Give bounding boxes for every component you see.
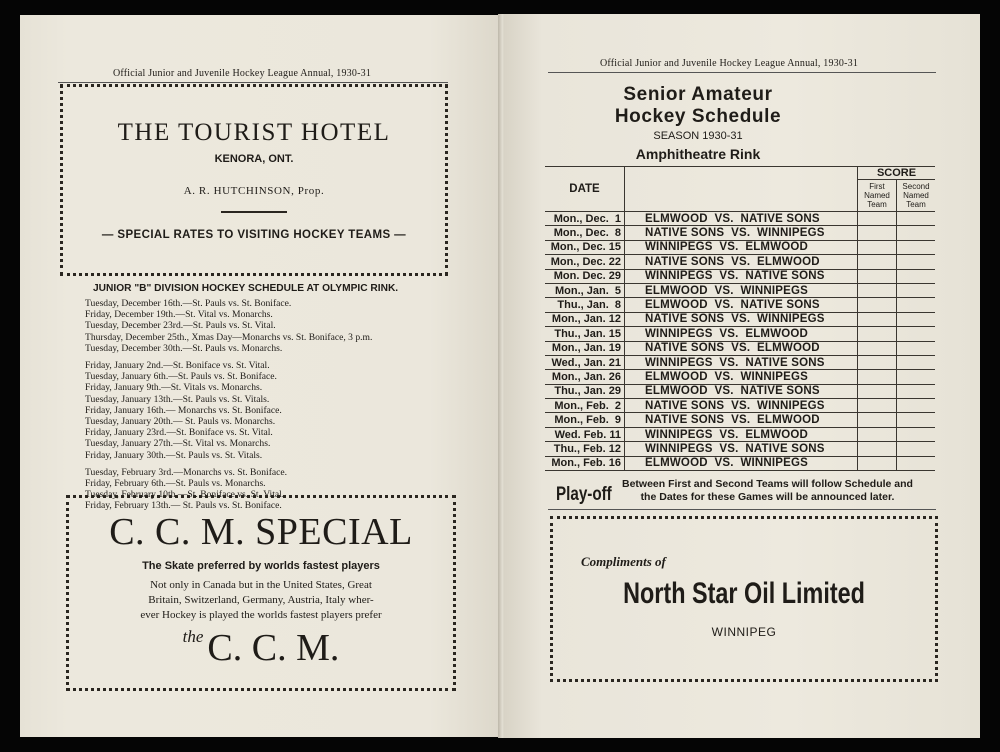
game-matchup: NATIVE SONS VS. ELMWOOD (625, 341, 858, 355)
first-team-score-cell (858, 341, 897, 355)
first-team-score-cell (858, 413, 897, 427)
schedule-table-body (545, 212, 935, 471)
second-team-score-cell (897, 413, 936, 427)
game-matchup: NATIVE SONS VS. WINNIPEGS (625, 312, 858, 326)
second-team-score-cell (897, 442, 936, 456)
playoff-note (556, 482, 626, 506)
second-team-score-cell (897, 255, 936, 269)
first-team-score-cell (858, 384, 897, 398)
game-date: Mon., Feb. 2 (545, 399, 625, 413)
junior-schedule-line: Friday, January 30th.—St. Pauls vs. St. Vitals. (85, 449, 263, 461)
first-team-score-cell (858, 399, 897, 413)
game-date: Thu., Jan. 15 (545, 327, 625, 341)
game-matchup: WINNIPEGS VS. ELMWOOD (625, 240, 858, 254)
junior-schedule-line: Tuesday, January 6th.—St. Pauls vs. St. Boniface. (85, 371, 277, 383)
junior-schedule-line: Tuesday, January 13th.—St. Pauls vs. St. Vitals. (85, 393, 270, 405)
second-team-score-cell (897, 298, 936, 312)
game-matchup: NATIVE SONS VS. ELMWOOD (625, 413, 858, 427)
game-matchup: WINNIPEGS VS. ELMWOOD (625, 427, 858, 441)
game-date: Thu., Jan. 29 (545, 384, 625, 398)
junior-schedule-line: Tuesday, December 23rd.—St. Pauls vs. St. Vital. (85, 320, 276, 332)
second-team-score-cell (897, 226, 936, 240)
game-date: Mon., Dec. 15 (545, 240, 625, 254)
schedule-table (545, 166, 935, 471)
table-row (545, 298, 935, 312)
table-row (545, 442, 935, 456)
first-team-score-cell (858, 370, 897, 384)
game-matchup: WINNIPEGS VS. NATIVE SONS (625, 442, 858, 456)
north-star-ad (550, 516, 938, 682)
second-team-score-cell (897, 212, 936, 226)
game-date: Mon., Jan. 12 (545, 312, 625, 326)
game-date: Wed. Feb. 11 (545, 427, 625, 441)
junior-schedule-title: JUNIOR "B" DIVISION HOCKEY SCHEDULE AT OLYMPIC RINK. (93, 283, 399, 294)
tourist-hotel-location: KENORA, ONT. (214, 153, 294, 165)
first-team-score-cell (858, 283, 897, 297)
ccm-special-body (69, 578, 453, 623)
tourist-hotel-tagline: — SPECIAL RATES TO VISITING HOCKEY TEAMS — (101, 229, 407, 241)
second-team-score-cell (897, 283, 936, 297)
table-row (545, 399, 935, 413)
tourist-hotel-title: THE TOURIST HOTEL (117, 119, 391, 146)
playoff-text (622, 478, 913, 504)
game-matchup: WINNIPEGS VS. NATIVE SONS (625, 355, 858, 369)
ccm-body-line: Not only in Canada but in the United States, Great (150, 579, 372, 591)
second-team-score-cell (897, 341, 936, 355)
second-team-score-cell (897, 355, 936, 369)
ccm-brand-line (69, 626, 453, 670)
game-date: Thu., Jan. 8 (545, 298, 625, 312)
first-team-score-cell (858, 255, 897, 269)
first-team-score-cell (858, 269, 897, 283)
junior-schedule-line: Friday, January 9th.—St. Vitals vs. Monarchs. (85, 382, 263, 394)
header-word: Named (903, 191, 929, 200)
ccm-special-subtitle: The Skate preferred by worlds fastest players (142, 560, 380, 572)
left-header-rule (58, 82, 448, 83)
playoff-label: Play-off (556, 484, 612, 505)
game-date: Mon., Dec. 22 (545, 255, 625, 269)
second-team-score-cell (897, 427, 936, 441)
table-row (545, 341, 935, 355)
table-row (545, 226, 935, 240)
game-matchup: ELMWOOD VS. NATIVE SONS (625, 212, 858, 226)
first-team-score-cell (858, 355, 897, 369)
game-date: Mon., Jan. 26 (545, 370, 625, 384)
second-team-score-cell (897, 456, 936, 470)
table-row (545, 413, 935, 427)
second-team-header (897, 180, 936, 212)
tourist-hotel-divider (221, 211, 287, 213)
first-team-header (858, 180, 897, 212)
junior-schedule-line: Thursday, December 25th., Xmas Day—Monarchs vs. St. Boniface, 3 p.m. (85, 331, 373, 343)
date-header: DATE (545, 167, 625, 212)
junior-schedule-line: Friday, February 13th.— St. Pauls vs. St. Boniface. (85, 500, 282, 512)
table-row (545, 327, 935, 341)
game-matchup: ELMWOOD VS. NATIVE SONS (625, 298, 858, 312)
north-star-name-wrap (553, 577, 935, 611)
game-matchup: ELMWOOD VS. NATIVE SONS (625, 384, 858, 398)
game-matchup: ELMWOOD VS. WINNIPEGS (625, 456, 858, 470)
first-team-score-cell (858, 240, 897, 254)
ccm-special-title: C. C. M. SPECIAL (109, 511, 413, 553)
table-row (545, 456, 935, 470)
playoff-text-line: Between First and Second Teams will follow Schedule and (622, 478, 913, 490)
senior-schedule-title (548, 84, 848, 128)
game-date: Mon., Dec. 8 (545, 226, 625, 240)
junior-schedule-line: Tuesday, December 30th.—St. Pauls vs. Monarchs. (85, 342, 283, 354)
second-team-score-cell (897, 399, 936, 413)
table-row (545, 312, 935, 326)
game-matchup: ELMWOOD VS. WINNIPEGS (625, 283, 858, 297)
ccm-special-ad (66, 495, 456, 691)
junior-schedule-line: Friday, December 19th.—St. Vital vs. Monarchs. (85, 309, 273, 321)
table-row (545, 370, 935, 384)
right-header-rule (548, 72, 936, 73)
table-row (545, 283, 935, 297)
table-row (545, 384, 935, 398)
season-label: SEASON 1930-31 (653, 130, 743, 142)
table-row (545, 355, 935, 369)
table-header-row (545, 167, 935, 180)
second-team-score-cell (897, 312, 936, 326)
table-row (545, 255, 935, 269)
header-word: First (869, 182, 885, 191)
header-word: Team (906, 200, 926, 209)
junior-schedule-line: Friday, January 2nd.—St. Boniface vs. St. Vital. (85, 360, 270, 371)
second-team-score-cell (897, 370, 936, 384)
second-team-score-cell (897, 240, 936, 254)
first-team-score-cell (858, 427, 897, 441)
left-running-header: Official Junior and Juvenile Hockey League Annual, 1930-31 (113, 68, 372, 79)
table-row (545, 240, 935, 254)
title-line-2: Hockey Schedule (614, 106, 782, 127)
game-date: Mon., Jan. 5 (545, 283, 625, 297)
junior-schedule-line: Friday, January 23rd.—St. Boniface vs. St. Vital. (85, 427, 273, 439)
right-running-header: Official Junior and Juvenile Hockey League Annual, 1930-31 (600, 58, 859, 69)
game-date: Thu., Feb. 12 (545, 442, 625, 456)
ccm-brand: C. C. M. (207, 627, 340, 669)
table-row (545, 212, 935, 226)
second-team-score-cell (897, 269, 936, 283)
game-date: Mon., Feb. 16 (545, 456, 625, 470)
game-matchup: NATIVE SONS VS. WINNIPEGS (625, 399, 858, 413)
first-team-score-cell (858, 456, 897, 470)
game-date: Mon., Jan. 19 (545, 341, 625, 355)
first-team-score-cell (858, 312, 897, 326)
score-header: SCORE (858, 167, 936, 180)
junior-schedule-line: Friday, February 6th.—St. Pauls vs. Monarchs. (85, 478, 266, 489)
north-star-compliments: Compliments of (581, 554, 666, 569)
junior-schedule-line: Tuesday, January 27th.—St. Vital vs. Monarchs. (85, 438, 271, 450)
ccm-body-line: Britain, Switzerland, Germany, Austria, Italy wher- (148, 594, 374, 606)
tourist-hotel-ad (60, 84, 448, 276)
ccm-body-line: ever Hockey is played the worlds fastest players prefer (140, 609, 382, 621)
game-matchup: WINNIPEGS VS. ELMWOOD (625, 327, 858, 341)
first-team-score-cell (858, 442, 897, 456)
game-date: Mon., Dec. 1 (545, 212, 625, 226)
second-team-score-cell (897, 327, 936, 341)
first-team-score-cell (858, 327, 897, 341)
north-star-city: WINNIPEG (711, 625, 777, 639)
table-row (545, 427, 935, 441)
game-matchup: ELMWOOD VS. WINNIPEGS (625, 370, 858, 384)
table-row (545, 269, 935, 283)
game-matchup: WINNIPEGS VS. NATIVE SONS (625, 269, 858, 283)
rink-label: Amphitheatre Rink (635, 146, 761, 162)
game-matchup: NATIVE SONS VS. WINNIPEGS (625, 226, 858, 240)
north-star-name: North Star Oil Limited (623, 577, 865, 610)
playoff-rule (548, 509, 936, 510)
junior-schedule-line: Tuesday, February 10th.—St. Boniface vs. St. Vital. (85, 489, 285, 501)
playoff-text-line: the Dates for these Games will be announced later. (640, 491, 895, 503)
junior-schedule-line: Tuesday, December 16th.—St. Pauls vs. St. Boniface. (85, 298, 292, 309)
junior-schedule-line: Tuesday, February 3rd.—Monarchs vs. St. Boniface. (85, 466, 288, 478)
junior-schedule-line: Tuesday, January 20th.— St. Pauls vs. Monarchs. (85, 416, 276, 427)
game-date: Wed., Jan. 21 (545, 355, 625, 369)
ccm-the: the (182, 627, 204, 646)
game-matchup: NATIVE SONS VS. ELMWOOD (625, 255, 858, 269)
game-header (625, 167, 858, 212)
tourist-hotel-proprietor: A. R. HUTCHINSON, Prop. (183, 185, 325, 197)
first-team-score-cell (858, 212, 897, 226)
first-team-score-cell (858, 226, 897, 240)
game-date: Mon. Dec. 29 (545, 269, 625, 283)
title-line-1: Senior Amateur (623, 84, 773, 105)
header-word: Second (902, 182, 930, 191)
header-word: Team (867, 200, 887, 209)
game-date: Mon., Feb. 9 (545, 413, 625, 427)
second-team-score-cell (897, 384, 936, 398)
junior-schedule-line: Friday, January 16th.— Monarchs vs. St. Boniface. (85, 404, 282, 416)
first-team-score-cell (858, 298, 897, 312)
header-word: Named (864, 191, 890, 200)
